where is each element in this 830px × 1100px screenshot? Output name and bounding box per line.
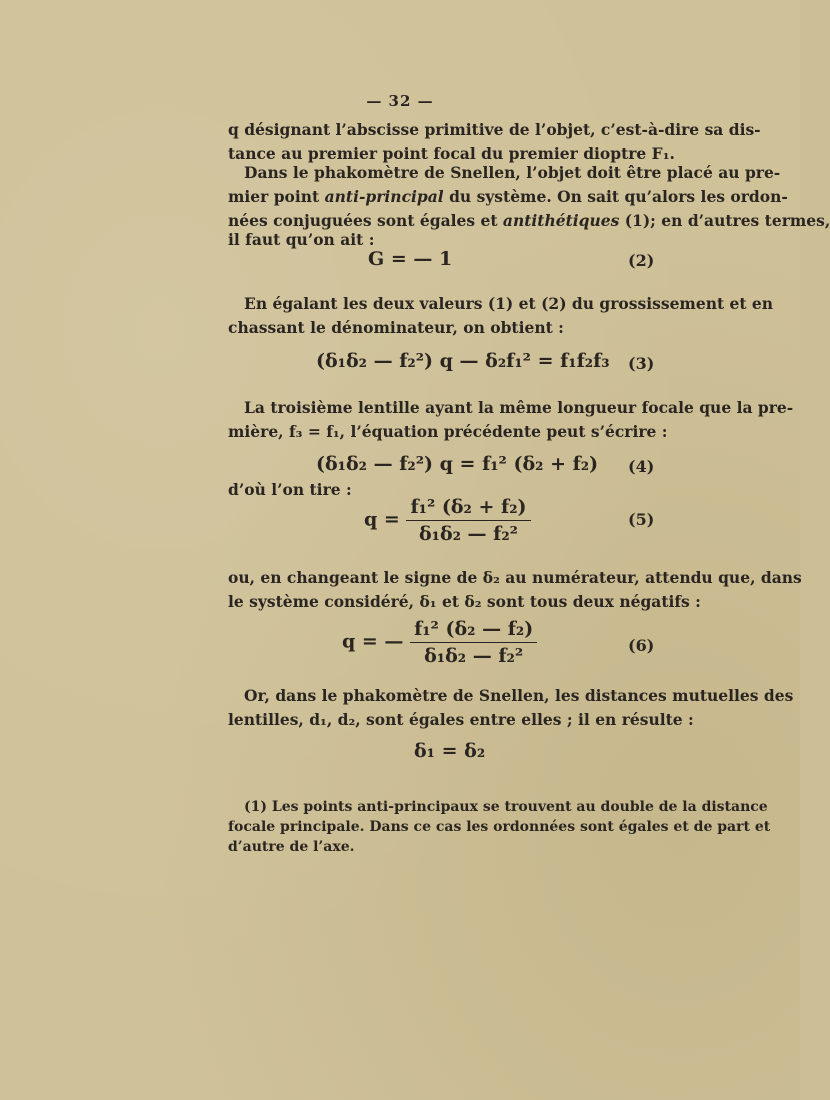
- text-line: Or, dans le phakomètre de Snellen, les distances mutuelles des: [244, 686, 794, 705]
- equation-4: (δ₁δ₂ — f₂²) q = f₁² (δ₂ + f₂): [316, 453, 599, 475]
- numerator: f₁² (δ₂ — f₂): [410, 618, 537, 643]
- text-line: focale principale. Dans ce cas les ordonnées sont égales et de part et: [228, 819, 771, 835]
- fraction: [410, 618, 537, 667]
- equation-number-6: (6): [628, 636, 655, 655]
- footnote: [228, 797, 771, 857]
- text-line: ou, en changeant le signe de δ₂ au numérateur, attendu que, dans: [228, 568, 802, 587]
- paragraph-3: [228, 292, 774, 340]
- equation-lhs: q = —: [342, 630, 404, 653]
- equation-7: δ₁ = δ₂: [414, 740, 486, 762]
- italic-term: anti-principal: [324, 187, 444, 206]
- equation-3: (δ₁δ₂ — f₂²) q — δ₂f₁² = f₁f₂f₃: [316, 350, 610, 372]
- text-line: d’autre de l’axe.: [228, 839, 355, 855]
- text-line: mière, f₃ = f₁, l’équation précédente peut s’écrire :: [228, 422, 668, 441]
- paragraph-2: [228, 161, 830, 233]
- text-line: chassant le dénominateur, on obtient :: [228, 318, 564, 337]
- italic-term: antithétiques: [502, 211, 620, 230]
- text-line: il faut qu’on ait :: [228, 230, 375, 249]
- denominator: δ₁δ₂ — f₂²: [418, 523, 518, 545]
- text-line: Dans le phakomètre de Snellen, l’objet doit être placé au pre-: [244, 163, 781, 182]
- text-line: En égalant les deux valeurs (1) et (2) du grossissement et en: [244, 294, 774, 313]
- equation-2: G = — 1: [368, 248, 453, 270]
- text-line: mier point anti-principal du système. On sait qu’alors les ordon-: [228, 187, 788, 206]
- equation-number-5: (5): [628, 510, 655, 529]
- text-line: La troisième lentille ayant la même longueur focale que la pre-: [244, 398, 794, 417]
- text-line: (1) Les points anti-principaux se trouvent au double de la distance: [244, 799, 768, 815]
- equation-number-3: (3): [628, 354, 655, 373]
- page-number: — 32 —: [366, 92, 434, 110]
- equation-lhs: q =: [364, 508, 400, 531]
- paragraph-7: [228, 684, 794, 732]
- equation-5: [364, 496, 531, 545]
- equation-6: [342, 618, 537, 667]
- fraction: [406, 496, 530, 545]
- paragraph-4: [228, 396, 794, 444]
- text-line: tance au premier point focal du premier dioptre F₁.: [228, 144, 675, 163]
- text-line: le système considéré, δ₁ et δ₂ sont tous deux négatifs :: [228, 592, 701, 611]
- equation-number-2: (2): [628, 251, 655, 270]
- text-line: q désignant l’abscisse primitive de l’objet, c’est-à-dire sa dis-: [228, 120, 761, 139]
- numerator: f₁² (δ₂ + f₂): [406, 496, 530, 521]
- text-line: lentilles, d₁, d₂, sont égales entre elles ; il en résulte :: [228, 710, 694, 729]
- denominator: δ₁δ₂ — f₂²: [424, 645, 524, 667]
- equation-number-4: (4): [628, 457, 655, 476]
- text-line: d’où l’on tire :: [228, 480, 352, 499]
- paragraph-6: [228, 566, 802, 614]
- text-line: nées conjuguées sont égales et antithétiques (1); en d’autres termes,: [228, 211, 830, 230]
- paragraph-1: [228, 118, 761, 166]
